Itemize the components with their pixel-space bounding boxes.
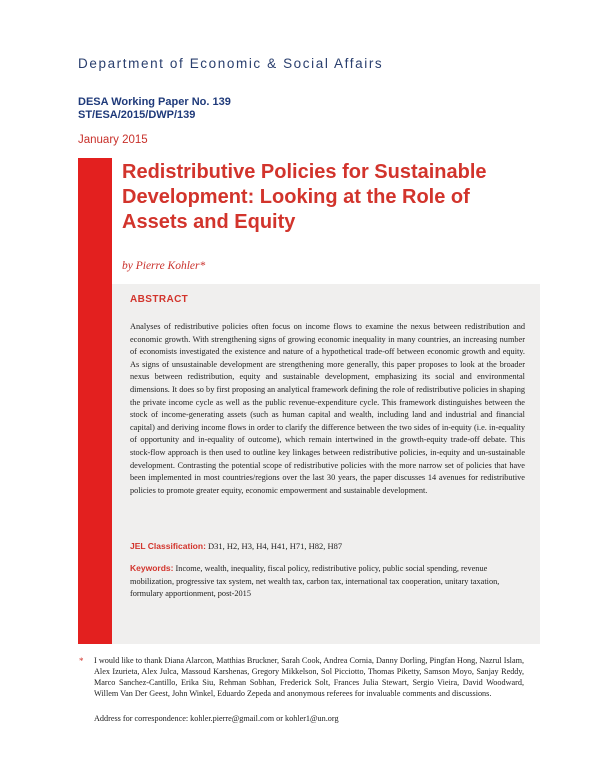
correspondence-address: Address for correspondence: kohler.pierre@gmail.com or kohler1@un.org [94, 714, 339, 723]
jel-classification [130, 541, 525, 551]
title-line: Redistributive Policies for Sustainable [122, 161, 487, 183]
paper-title [122, 160, 562, 235]
author-byline: by Pierre Kohler* [122, 260, 206, 272]
jel-codes: D31, H2, H3, H4, H41, H71, H82, H87 [208, 541, 343, 551]
red-accent-bar [78, 158, 112, 644]
keywords [130, 562, 525, 601]
abstract-text: Analyses of redistributive policies often focus on income flows to examine the nexus between redistribution and economic growth. With strengthening signs of growing economic inequality in many countries, an increasing number of economists investigated the existence and nature of a hypothetical trade-off between economic growth and equity. As signs of unsustainable development are strengthening more generally, this paper proposes to look at the broader nexus between redistribution, equity and sustainable development, emphasizing its social and environmental dimensions. It does so by first proposing an analytical framework defining the role of redistributive policies in shaping the private income cycle as well as the public revenue-expenditure cycle. This framework distinguishes between the stock of income-generating assets (such as human capital and wealth, including land and industrial and financial capital) and deriving income flows in order to clarify the difference between the two sides of in-equity (i.e. in-equality of opportunity and in-equality of outcome), which remain intertwined in the growth-equity trade-off debate. This stock-flow approach is then used to outline key linkages between redistributive policies, in-equity and un-sustainable development. Contrasting the potential scope of redistributive policies with the more narrow set of policies that have been implemented in most countries/regions over the last 30 years, the paper discusses 14 avenues for redistributive policies to promote greater equity, economic empowerment and sustainable development. [130, 322, 525, 495]
document-symbol: ST/ESA/2015/DWP/139 [78, 109, 196, 121]
title-line: Development: Looking at the Role of [122, 186, 470, 208]
keywords-list: Income, wealth, inequality, fiscal policy, redistributive policy, public social spending, revenue mobilization, progressive tax system, net wealth tax, carbon tax, international tax cooperation, unitary taxation, formulary apportionment, post-2015 [130, 564, 500, 598]
abstract-heading: ABSTRACT [130, 294, 189, 305]
department-header: Department of Economic & Social Affairs [78, 56, 384, 71]
title-line: Assets and Equity [122, 211, 296, 233]
footnote-acknowledgements: I would like to thank Diana Alarcon, Matthias Bruckner, Sarah Cook, Andrea Cornia, Danny Dorling, Pingfan Hong, Nazrul Islam, Alex Izurieta, Alex Julca, Massoud Karshenas, Gregory Mikkelson, Sol Picciotto, Thomas Piketty, Samson Moyo, Sanjay Reddy, Marco Sanchez-Cantillo, Erika Siu, Rehman Sobhan, Frederick Solt, Frances Julia Stewart, Sergio Vieira, David Woodward, Willem Van Der Geest, John Winkel, Eduardo Zepeda and anonymous referees for invaluable comments and discussions. [94, 656, 524, 698]
footnote-marker: * [79, 656, 84, 666]
keywords-label: Keywords: [130, 563, 174, 573]
working-paper-info [78, 96, 231, 122]
jel-label: JEL Classification: [130, 541, 206, 551]
publication-date: January 2015 [78, 134, 148, 146]
working-paper-number: DESA Working Paper No. 139 [78, 96, 231, 108]
